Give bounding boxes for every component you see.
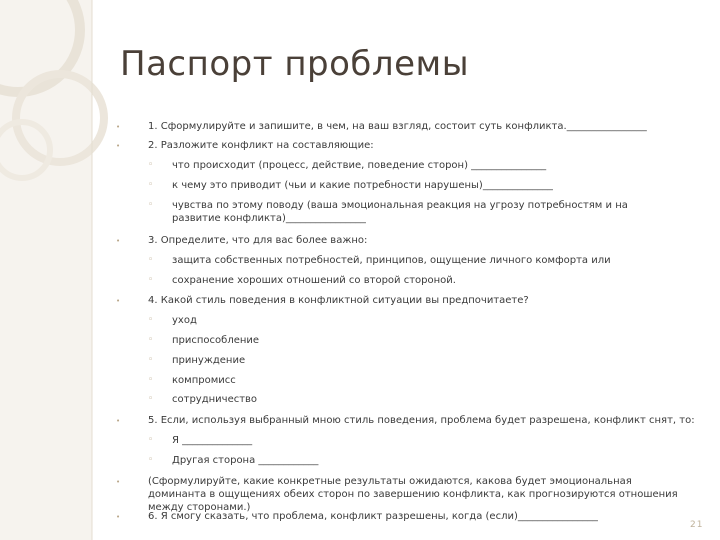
- item-text: сохранение хороших отношений со второй стороной.: [172, 275, 456, 286]
- item-text: 6. Я смогу сказать, что проблема, конфликт разрешены, когда (если)________________: [148, 511, 598, 522]
- bullet: ◦: [148, 160, 154, 170]
- item-text: 2. Разложите конфликт на составляющие:: [148, 140, 374, 151]
- item-text: принуждение: [172, 355, 246, 366]
- item-text: защита собственных потребностей, принципов, ощущение личного комфорта или: [172, 255, 611, 266]
- item-text: к чему это приводит (чьи и какие потребности нарушены)______________: [172, 180, 553, 191]
- bullet: ◦: [148, 394, 154, 404]
- item-text: 5. Если, используя выбранный мною стиль поведения, проблема будет разрешена, конфликт снят, то:: [148, 415, 695, 426]
- bullet: ◦: [148, 180, 154, 190]
- item-text: что происходит (процесс, действие, поведение сторон) _______________: [172, 160, 547, 171]
- bullet: ◦: [148, 375, 154, 385]
- item-text: чувства по этому поводу (ваша эмоциональная реакция на угрозу потребностям и на развитие конфликта)________________: [172, 200, 628, 224]
- bullet: •: [116, 417, 121, 425]
- bullet: ◦: [148, 275, 154, 285]
- bullet: •: [116, 478, 121, 486]
- bullet: •: [116, 297, 121, 305]
- item-text: сотрудничество: [172, 394, 258, 405]
- item-text: 4. Какой стиль поведения в конфликтной ситуации вы предпочитаете?: [148, 295, 529, 306]
- item-text: 3. Определите, что для вас более важно:: [148, 235, 368, 246]
- bullet: ◦: [148, 455, 154, 465]
- bullet: ◦: [148, 335, 154, 345]
- item-text: (Сформулируйте, какие конкретные результаты ожидаются, какова будет эмоциональная доминанта в ощущениях обеих сторон по завершению конфликта, как прогнозируются отношения между сторонами.): [148, 476, 678, 513]
- bullet: •: [116, 513, 121, 521]
- bullet: ◦: [148, 435, 154, 445]
- item-text: компромисс: [172, 375, 236, 386]
- item-text: Я ______________: [172, 435, 253, 446]
- bullet: •: [116, 142, 121, 150]
- slide-title: Паспорт проблемы: [120, 44, 470, 84]
- bullet: ◦: [148, 200, 154, 210]
- item-text: 1. Сформулируйте и запишите, в чем, на ваш взгляд, состоит суть конфликта.________________: [148, 121, 647, 132]
- item-text: уход: [172, 315, 197, 326]
- bullet: •: [116, 237, 121, 245]
- item-text: приспособление: [172, 335, 260, 346]
- item-text: Другая сторона ____________: [172, 455, 319, 466]
- page-number: 21: [690, 520, 704, 530]
- bullet: ◦: [148, 315, 154, 325]
- bullet: •: [116, 123, 121, 131]
- bullet: ◦: [148, 255, 154, 265]
- bullet: ◦: [148, 355, 154, 365]
